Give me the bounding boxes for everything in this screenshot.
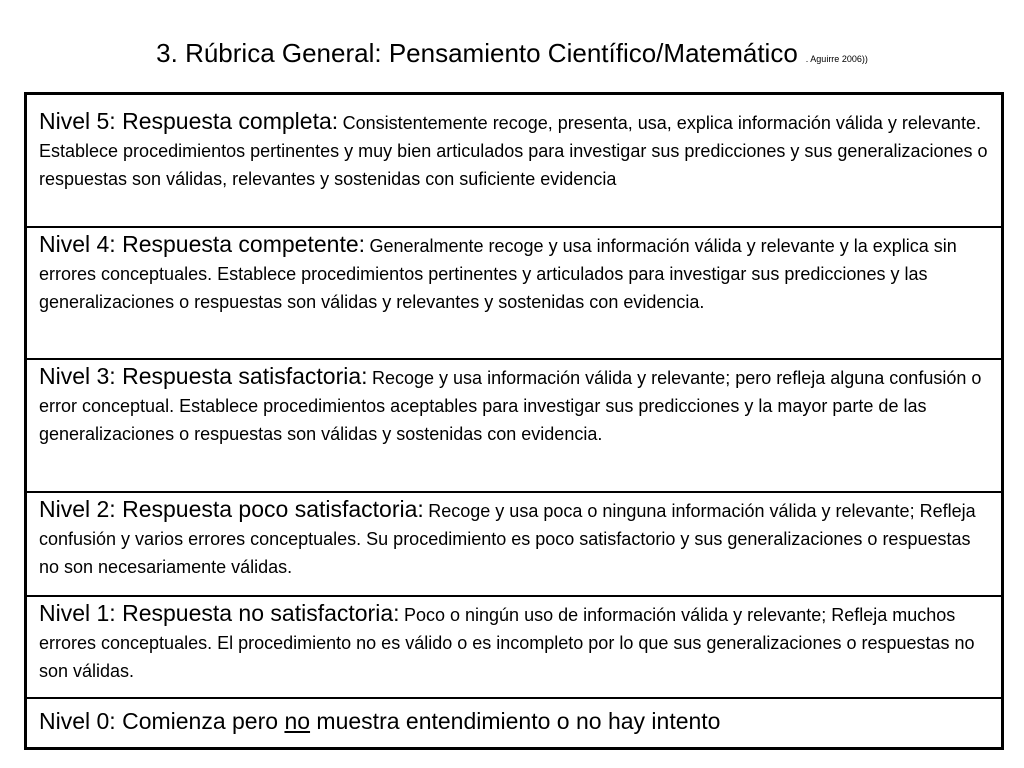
level-2-description: Recoge y usa poca o ninguna información válida y relevante; Refleja confusión y varios errores conceptuales. Su procedimiento es poco satisfactorio y sus generalizaciones o respuestas no son necesariamente válidas. xyxy=(39,501,976,577)
level-0-heading-before: Nivel 0: Comienza pero xyxy=(39,708,285,734)
level-5-heading: Nivel 5: Respuesta completa: xyxy=(39,108,339,134)
level-4-heading: Nivel 4: Respuesta competente: xyxy=(39,231,366,257)
rubric-row-level-2 xyxy=(27,491,1001,595)
title-text: 3. Rúbrica General: Pensamiento Científico/Matemático xyxy=(156,38,798,68)
rubric-row-level-4 xyxy=(27,226,1001,358)
level-1-description: Poco o ningún uso de información válida y relevante; Refleja muchos errores conceptuales. El procedimiento no es válido o es incompleto por lo que sus generalizaciones o respuestas no son válidas. xyxy=(39,605,975,681)
level-5-description: Consistentemente recoge, presenta, usa, explica información válida y relevante. Establece procedimientos pertinentes y muy bien articulados para investigar sus predicciones y sus generalizaciones o respuestas son válidas, relevantes y sostenidas con suficiente evidencia xyxy=(39,113,988,189)
title-citation: . Aguirre 2006)) xyxy=(805,54,868,64)
rubric-row-level-0 xyxy=(27,697,1001,747)
rubric-row-level-5 xyxy=(27,95,1001,226)
rubric-row-level-1 xyxy=(27,595,1001,697)
page-title xyxy=(0,36,1024,76)
level-0-heading-after: muestra entendimiento o no hay intento xyxy=(310,708,721,734)
level-3-description: Recoge y usa información válida y relevante; pero refleja alguna confusión o error conceptual. Establece procedimientos aceptables para investigar sus predicciones y la mayor parte de las generalizaciones o respuestas son válidas y sostenidas con evidencia. xyxy=(39,368,982,444)
level-2-heading: Nivel 2: Respuesta poco satisfactoria: xyxy=(39,496,424,522)
level-3-heading: Nivel 3: Respuesta satisfactoria: xyxy=(39,363,368,389)
rubric-table xyxy=(24,92,1004,750)
rubric-row-level-3 xyxy=(27,358,1001,491)
level-0-heading-underlined: no xyxy=(284,708,311,734)
level-1-heading: Nivel 1: Respuesta no satisfactoria: xyxy=(39,600,400,626)
level-0-heading xyxy=(39,708,720,734)
level-4-description: Generalmente recoge y usa información válida y relevante y la explica sin errores conceptuales. Establece procedimientos pertinentes y articulados para investigar sus predicciones y las generalizaciones o respuestas son válidas y relevantes y sostenidas con evidencia. xyxy=(39,236,957,312)
